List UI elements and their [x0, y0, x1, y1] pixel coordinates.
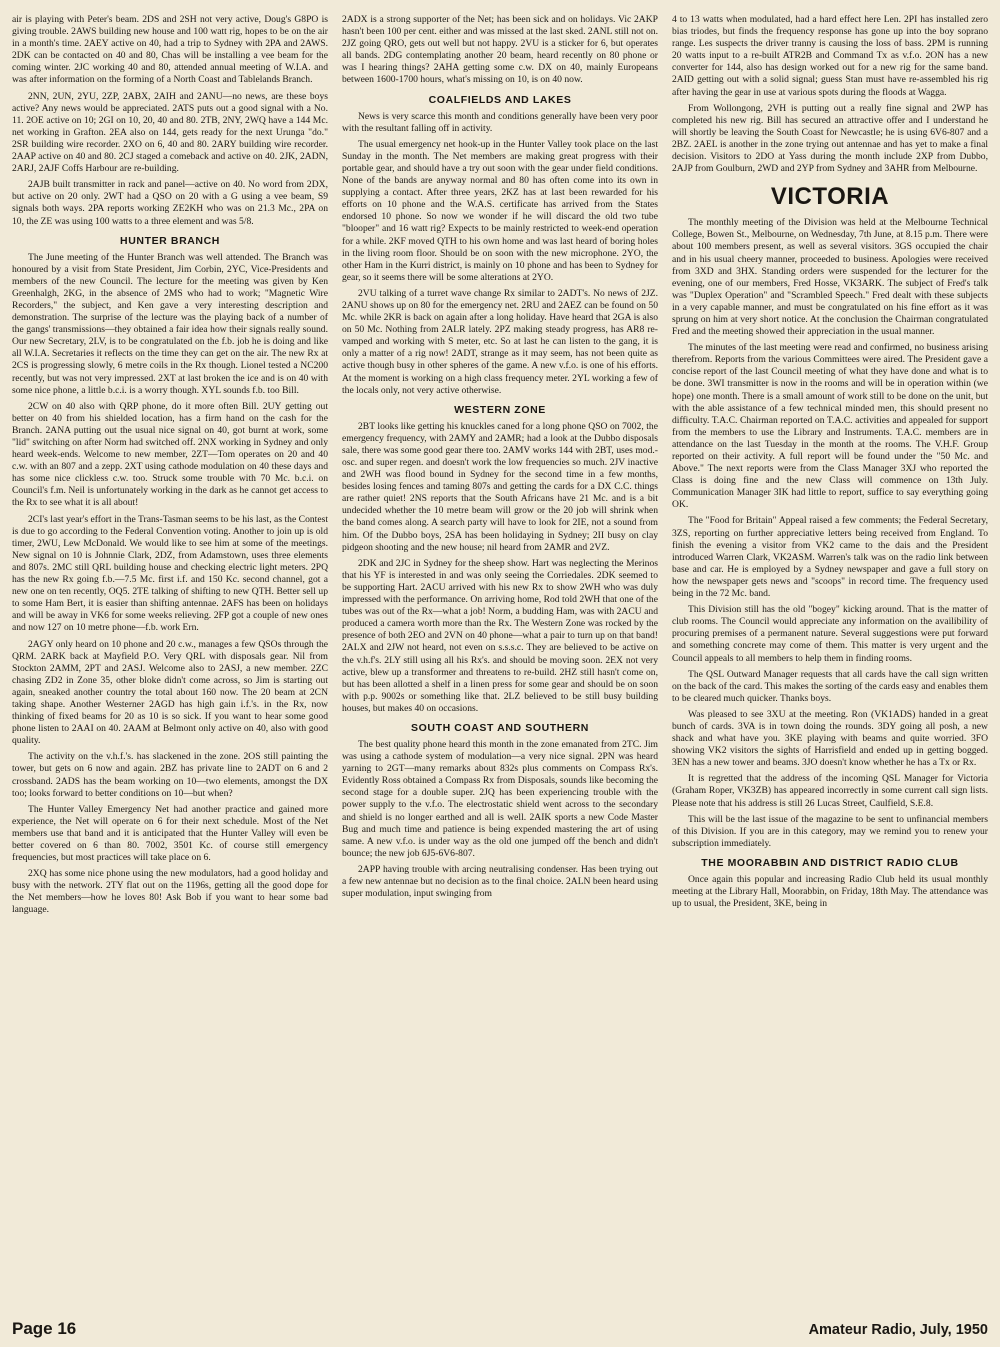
- paragraph: 2CI's last year's effort in the Trans-Tasman seems to be his last, as the Contest is due to go according to the Federal Convention voting. Another to join up is old timer, 2WU, Lew McDonald. We would like to see him at some of the meetings. New signal on 10 is Johnnie Clark, 2DZ, from Adamstown, uses three elements and 807s. 2MC still QRL building house and checking electric light meters. 2PQ has the new Rx going f.b.—7.5 Mc. first i.f. and 150 Kc. second channel, got a new one on ten recently, OQ5. 2TE talking of shifting to new QTH. Better sell up to some Ham Bert, it is easier than shifting antennae. 2AFS has been on holidays and will be away in VK6 for some weeks relieving. 2FP got a couple of new ones and now 127 on 10 metre phone—f.b. work Ern.: [12, 513, 328, 634]
- paragraph: It is regretted that the address of the incoming QSL Manager for Victoria (Graham Roper, VK3ZB) has appeared incorrectly in some current call sign lists. Please note that his address is still 26 Lucas Street, Caulfield, S.E.8.: [672, 773, 988, 809]
- section-heading-south-coast-and-southern: SOUTH COAST AND SOUTHERN: [411, 721, 589, 734]
- paragraph: 2BT looks like getting his knuckles caned for a long phone QSO on 7002, the emergency frequency, with 2AMY and 2AMR; had a look at the Dubbo disposals sale, there was some good gear there too. 2AMV works 144 with 2BT, uses mod.-osc. and super regen. and doesn't work the low frequencies so much. 2JV inactive and 2WH was flood bound in Sydney for the second time in a few months, besides losing fences and taming 807s and getting the cards for a DX C.C. things are rather quiet! 2NS reports that the South Africans have 21 Mc. and is a bit undecided whether the 10 metre beam will grow or the 20 job will shrink when the band comes along. A search party will have to look for 2IE, not a sound from him. Of the Dubbo boys, 2SA has been holidaying in Sydney; 2II busy on clay pidgeon shooting and the new house; nil heard from 2AMR and 2VZ.: [342, 420, 658, 553]
- text-columns: [12, 14, 988, 1310]
- section-heading-western-zone: WESTERN ZONE: [454, 403, 546, 416]
- paragraph: The "Food for Britain" Appeal raised a few comments; the Federal Secretary, 3ZS, reporting on further appreciative letters being received from England. To finish the evening a visitor from VK2 came to the dais and the President introduced Warren Clark, VK2ASM. Warren's talk was on the radio link between base and car. He is employed by a Sydney newspaper and gave a full story on how the newspaper gets news and "scoops" in record time. The frequency used being in the 72 Mc. band.: [672, 515, 988, 600]
- column-3: [672, 14, 988, 1310]
- paragraph: 2ADX is a strong supporter of the Net; has been sick and on holidays. Vic 2AKP hasn't been 100 per cent. either and was missed at the last sked. 2ANL still not on. 2JZ going QRO, gets out well but not happy. 2VU is a sticker for 6, but operates all bands. 2DG contemplating another 20 beam, heard recently on 80 phone or was I hearing things? 2AHA getting some c.w. DX on 40, mainly Europeans between 1600-1700 hours, what's missing on 10, is on 40 now.: [342, 14, 658, 86]
- paragraph: The activity on the v.h.f.'s. has slackened in the zone. 2OS still painting the tower, but gets on 6 now and again. 2BZ has private line to 2ADT on 6 and 2 crossband. 2ADS has the beam working on 10—two elements, amongst the DX too; looks forward to better conditions on 10—but when?: [12, 751, 328, 799]
- paragraph: The usual emergency net hook-up in the Hunter Valley took place on the last Sunday in the month. The Net members are making great progress with their portable gear, and should have a try out soon with the gear under field conditions. None of the bands are anyway normal and 80 has often come into its own in supplying a contact. After three years, 2KZ has at last been rewarded for his efforts on 10 phone and the W.A.S. certificate has arrived from the States endorsed 10 phone. So now we wonder if he will discard the old two tube "blooper" and 16 watt rig? Expects to be mainly restricted to week-end operation for a while. 2KF moved QTH to his own home and was last heard of boring holes in the living room floor. Should be on soon with the new microphone. 2YO, the other Ham in the Kurri district, is mainly on 10 phone and has been to Sydney for gear, so it seems there will be some alterations at 2YO.: [342, 138, 658, 283]
- paragraph: The June meeting of the Hunter Branch was well attended. The Branch was honoured by a visit from State President, Jim Corbin, 2YC, Vice-Presidents and members of the new Council. The lecture for the meeting was given by Ken Greenhalgh, 2KG, in the absence of 2MS who had to work; "Magnetic Wire Recorders," the subject, and Ken gave a very interesting description and demonstration. The surprise of the lecture was the playing back of a number of the gangs' transmissions—they obtained a fair idea how their signals really sound. Our new Secretary, 2LV, is to be congratulated on the f.b. job he is doing and like all W.I.A. Secretaries it reflects on the time they can get on the air. The new Rx at 2CS is progressing slowly, 6 metre coils in the Rx though. Lionel tested a NC200 recently, but was not very impressed. 2XT at last broken the ice and is on 40 with some nice phone, a little b.c.i. is a worry though. XYL sounds f.b. too Bill.: [12, 251, 328, 396]
- section-heading-coalfields-and-lakes: COALFIELDS AND LAKES: [428, 93, 572, 106]
- paragraph: The QSL Outward Manager requests that all cards have the call sign written on the back of the card. This makes the sorting of the cards easy and enables them to be cleared much quicker. Thanks boys.: [672, 668, 988, 704]
- paragraph: 4 to 13 watts when modulated, had a hard effect here Len. 2PI has installed zero bias triodes, but finds the frequency response has gone up into the boy soprano range. Les suspects the driver tranny is causing the loss of bass. 2PM is running 20 watts input to a re-built ATR2B and Command Tx as v.f.o. 2ON has a new converter for 144, also has design worked out for a new rig for the same band. 2AID getting out with a solid signal; guess Stan must have re-assembled his rig after having the gear in use at various spots during the floods at Wagga.: [672, 14, 988, 98]
- magazine-issue: Amateur Radio, July, 1950: [808, 1322, 988, 1338]
- paragraph: News is very scarce this month and conditions generally have been very poor with the resultant falling off in activity.: [342, 110, 658, 134]
- paragraph: 2CW on 40 also with QRP phone, do it more often Bill. 2UY getting out better on 40 from his shielded location, has a firm hand on the cash for the Branch. 2ANA putting out the usual nice signal on 40, got burnt at work, some "lid" switching on after Norm had switched off. 2NX working in Sydney and only heard week-ends. Welcome to new member, 2ZT—Tom operates on 20 and 40 c.w. with an 807 and a zepp. 2XT using cathode modulation on 40 these days and has some nice clickless c.w. too. Struck some trouble with 70 Mc. b.c.i. on Council's f.m. Neil is unfortunately working in the dark as he cannot get access to the Rx to see what it is all about!: [12, 400, 328, 509]
- paragraph: 2APP having trouble with arcing neutralising condenser. Has been trying out a few new antennae but no decision as to the final choice. 2ALN been heard using super modulation, input swinging from: [342, 863, 658, 900]
- column-1: [12, 14, 328, 1310]
- section-heading-hunter-branch: HUNTER BRANCH: [120, 234, 220, 247]
- column-2: [342, 14, 658, 1310]
- paragraph: This will be the last issue of the magazine to be sent to unfinancial members of this Division. If you are in this category, may we remind you to renew your subscription immediately.: [672, 813, 988, 849]
- section-heading-victoria: VICTORIA: [770, 183, 890, 211]
- paragraph: Once again this popular and increasing Radio Club held its usual monthly meeting at the Library Hall, Moorabbin, on Friday, 18th May. The attendance was up to usual, the President, 3KE, being in: [672, 873, 988, 910]
- paragraph: The best quality phone heard this month in the zone emanated from 2TC. Jim was using a cathode system of modulation—a very nice signal. 2PN was heard yarning to 2GT—many remarks about 832s plus comments on Compass Rx's. Evidently Ross obtained a Compass Rx from Disposals, sounds like becoming the second stage for a double super. 2JQ has been experiencing trouble with the power supply to the v.f.o. The electrostatic shield went across to the secondary and shield is no longer earthed and all is well. 2AIK sports a new Code Master Bug and much time and patience is being expended mastering the art of using same. A new v.f.o. is under way as the old one jumped off the bench and didn't bounce; the new job 6J5-6V6-807.: [342, 738, 658, 859]
- page-number: Page 16: [12, 1319, 77, 1338]
- paragraph: 2VU talking of a turret wave change Rx similar to 2ADT's. No news of 2JZ. 2ANU shows up on 80 for the emergency net. 2RU and 2AEZ can be found on 50 Mc. while 2KR is back on again after a long holiday. Have heard that 2GA is also on 50 Mc. Nothing from 2ALR lately. 2PZ making steady progress, has AR8 re-vamped and working with S meter, etc. So at last he can listen to the gang, it is only a matter of a rig now! 2ADT, strange as it may seem, has not been quite as active though busy in other spheres of the game. A new v.f.o. is one of his efforts. At the moment is working on a high class frequency meter. 2YL working a few of the locals only, not very active otherwise.: [342, 287, 658, 396]
- paragraph: 2DK and 2JC in Sydney for the sheep show. Hart was neglecting the Merinos that his YF is interested in and was only seeing the Corriedales. 2DK seemed to be supporting Hart. 2ACU arrived with his new Rx to show 2WH who was duly impressed with the performance. On arriving home, Rod told 2WH that one of the tubes was out of the Rx—what a job! Norm, a budding Ham, was with 2ACU and produced a camera worth more than the Rx. The Western Zone was rocked by the presence of both 2EO and 2VN on 40 phone—what a pair to turn up on that band! 2ALX and 2JW not heard, not even on s.s.s.c. They are believed to be active on the v.h.f's. 2LY still using all his Rx's. and should be moving soon. 2EX not very active, blew up a transformer and threatens to re-build. 2HZ still hasn't come on, but has been allotted a shelf in a linen press for some gear and should be on soon with p.p. 9002s or something like that. 2LZ believed to be still busy building houses, but makes 40 on occasions.: [342, 557, 658, 714]
- page-footer: [12, 1319, 988, 1339]
- paragraph: From Wollongong, 2VH is putting out a really fine signal and 2WP has completed his new rig. Bill has secured an attractive offer and I understand he will shortly be leaving the South Coast for Newcastle; he is using 6V6-807 and a 2BZ. 2AEL is another in the zone trying out antennae and has yet to make a final decision. Visitors to 2DO at Yass during the month include 2XP from Dubbo, 2AJP from Goulburn, 2WD and 2YP from Sydney and 3AHR from Melbourne.: [672, 102, 988, 175]
- paragraph: 2AJB built transmitter in rack and panel—active on 40. No word from 2DX, but active on 20 only. 2WT had a QSO on 20 with a G using a vee beam, S9 signals both ways. 2PA reports working ZE2KH who was on 21.3 Mc., 2PA on 10, the ZE was using 100 watts to a three element and was 5/8.: [12, 179, 328, 227]
- paragraph: This Division still has the old "bogey" kicking around. That is the matter of club rooms. The Council would appreciate any information on the availibility of procuring premises of a permanent nature. Several suggestions were put forward and something concrete may come of them. This matter is very urgent and the Council appeals to all members to help them in finding rooms.: [672, 604, 988, 664]
- paragraph: Was pleased to see 3XU at the meeting. Ron (VK1ADS) handed in a great bunch of cards. 3VA is in town doing the rounds. 3DY going all posh, a new shack and what have you. 3KE playing with beams and quite worried. 3FO showing VK2 visitors the sights of Harrisfield and ended up in getting bogged. 3EN has a new tower and beams. 3JO doesn't know whether he has a Tx or Rx.: [672, 708, 988, 769]
- section-heading-moorabbin-radio-club: THE MOORABBIN AND DISTRICT RADIO CLUB: [701, 856, 959, 869]
- paragraph: The minutes of the last meeting were read and confirmed, no business arising therefrom. Reports from the various Committees were aired. The President gave a concise report of the last Council meeting of what they have done and what is to be done. 3WI transmitter is now in the rooms and will be in operation within (we hope) one month. There is a small amount of work still to be done on the unit, but with the able assistance of a few technical minded men, this should present no difficulty. T.A.C. Chairman reported on T.A.C. activities and appealed for support from the members to use the Library and Instruments. T.A.C. members are in attendance on the last Tuesday in the month at the rooms. The V.H.F. Group reported on their activity. A full report will be found under the "50 Mc. and Above." The next reports were from the Class Manager 3XJ who reported the Class is doing fine and the new Class will commence on 13th July. Communication Manager 3IK had little to report, suffice to say everything going OK.: [672, 342, 988, 511]
- paragraph: The Hunter Valley Emergency Net had another practice and gained more experience, the Net will operate on 6 for their next schedule. Most of the Net members use that band and it is anticipated that the Hunter Valley will even be better covered on 6 than 80. 7002, 3501 Kc. of course still emergency frequencies, but most practices will take place on 6.: [12, 803, 328, 864]
- paragraph: air is playing with Peter's beam. 2DS and 2SH not very active, Doug's G8PO is giving trouble. 2AWS building new house and 100 watt rig, hopes to be on the air in a month's time. 2AEY active on 40, had a trip to Sydney with 2PA and 2AWS. 2DK can be contacted on 40 and 80, Chas will be installing a vee beam for the coming winter. 2JC working 40 and 80, attended annual meeting of W.I.A. and was after information on the forming of a North Coast and Tablelands Branch.: [12, 14, 328, 86]
- paragraph: 2XQ has some nice phone using the new modulators, had a good holiday and busy with the network. 2TY flat out on the 1196s, getting all the good dope for the Net members—how he loves 80! Ask Bob if you want to hear some bad language.: [12, 868, 328, 916]
- paragraph: 2AGY only heard on 10 phone and 20 c.w., manages a few QSOs through the QRM. 2ARK back at Mayfield P.O. Very QRL with disposals gear. Nil from Stockton 2AMM, 2PT and 2ASJ. Welcome also to 2ASJ, a new member. 2ZC chasing ZD2 in Zone 35, other bloke didn't come across, so Jim is starting out again, sneaked another country the total about 160 now. The 20 beam at 2CN taking shape. Another Westerner 2AGD has high gain i.f.'s. in the Rx, now thinking of fixed beams for 20 as 10 is so sick. If you want to hear some good phone listen to 2AAI on 40. 2AAM at Belmont only active on 40, also with good quality.: [12, 638, 328, 747]
- paragraph: The monthly meeting of the Division was held at the Melbourne Technical College, Bowen St., Melbourne, on Wednesday, 7th June, at 8.15 p.m. There were about 100 members present, as well as several visitors. 3GS occupied the chair and in his usual cheery manner, proceeded to business. Apologies were received from 3XD and 3HX. Standing orders were suspended for the lecturer for the evening, one of our members, Fred Hosse, VK3ARK. The subject of Fred's talk was "Duplex Operation" and "Scrambled Speech." Fred dealt with these subjects in a very capable manner, and must be congratulated on his fine effort as it was sprung on him at very short notice. At the conclusion the Chairman congratulated Fred and the meeting showed their appreciation in the usual manner.: [672, 217, 988, 338]
- paragraph: 2NN, 2UN, 2YU, 2ZP, 2ABX, 2AIH and 2ANU—no news, are these boys active? Any news would be appreciated. 2ATS puts out a good signal with a No. 11. 2OE active on 10; 2GI on 10, 20, 40 and 80. 2TB, 2NY, 2WQ have a 144 Mc. net working in Grafton. 2EA also on 144, gets ready for the next Urunga "do." 2SR building wire recorder. 2XO on 6, 40 and 80. 2ARY building wire recorder. 2AAP active on 40 and 80. 2CJ staged a comeback and active on 40. 2JK, 2ADN, 2ARJ, 2AJF Coffs Harbour are re-building.: [12, 90, 328, 175]
